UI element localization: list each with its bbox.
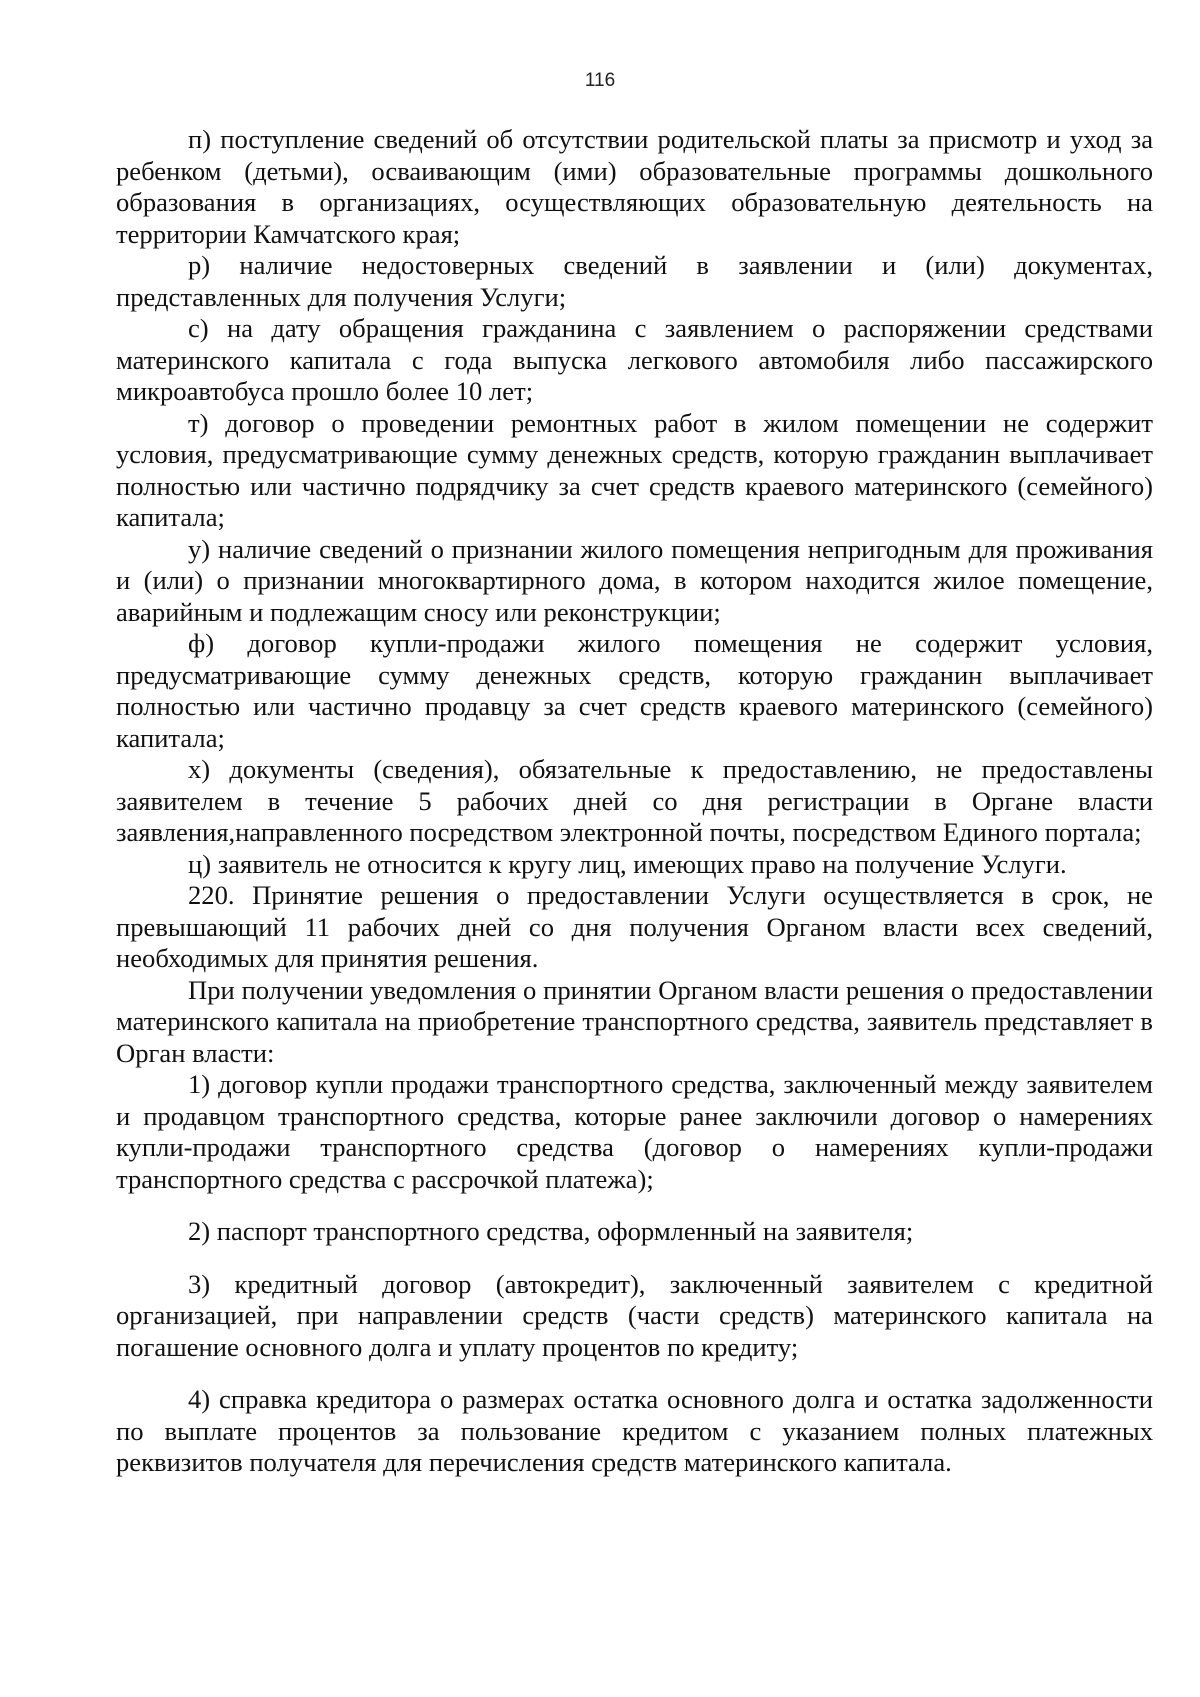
paragraph-item-s: с) на дату обращения гражданина с заявлением о распоряжении средствами материнского капитала с года выпуска легкового автомобиля либо пассажирского микроавтобуса прошло более 10 лет;: [116, 313, 1153, 406]
paragraph-notification: При получении уведомления о принятии Органом власти решения о предоставлении материнского капитала на приобретение транспортного средства, заявитель представляет в Орган власти:: [116, 974, 1153, 1068]
paragraph-item-u: у) наличие сведений о признании жилого помещения непригодным для проживания и (или) о признании многоквартирного дома, в котором находится жилое помещение, аварийным и подлежащим сносу или реконструкции;: [116, 533, 1153, 627]
paragraph-clause-220: 220. Принятие решения о предоставлении Услуги осуществляется в срок, не превышающий 11 рабочих дней со дня получения Органом власти всех сведений, необходимых для принятия решения.: [116, 880, 1153, 973]
paragraph-item-r: р) наличие недостоверных сведений в заявлении и (или) документах, представленных для получения Услуги;: [116, 250, 1153, 312]
list-item-2: 2) паспорт транспортного средства, оформленный на заявителя;: [188, 1216, 914, 1246]
paragraph-item-ts: ц) заявитель не относится к кругу лиц, имеющих право на получение Услуги.: [188, 848, 1067, 879]
document-body: [116, 124, 1153, 1479]
paragraph-item-p: п) поступление сведений об отсутствии родительской платы за присмотр и уход за ребенком (детьми), осваивающим (ими) образовательные программы дошкольного образования в организациях, осуществляющих образовательную деятельность на территории Камчатского края;: [116, 124, 1153, 249]
page-number: 116: [584, 70, 616, 91]
list-item-3: 3) кредитный договор (автокредит), заключенный заявителем с кредитной организацией, при направлении средств (части средств) материнского капитала на погашение основного долга и уплату процентов по кредиту;: [116, 1268, 1153, 1362]
list-item-1: 1) договор купли продажи транспортного средства, заключенный между заявителем и продавцом транспортного средства, которые ранее заключили договор о намерениях купли-продажи транспортного средства (договор о намерениях купли-продажи транспортного средства с рассрочкой платежа);: [116, 1069, 1153, 1194]
paragraph-item-f: ф) договор купли-продажи жилого помещения не содержит условия, предусматривающие сумму денежных средств, которую гражданин выплачивает полностью или частично продавцу за счет средств краевого материнского (семейного) капитала;: [116, 628, 1153, 753]
paragraph-item-t: т) договор о проведении ремонтных работ в жилом помещении не содержит условия, предусматривающие сумму денежных средств, которую гражданин выплачивает полностью или частично подрядчику за счет средств краевого материнского (семейного) капитала;: [116, 407, 1153, 532]
paragraph-item-kh: х) документы (сведения), обязательные к предоставлению, не предоставлены заявителем в течение 5 рабочих дней со дня регистрации в Органе власти заявления,направленного посредством электронной почты, посредством Единого портала;: [116, 754, 1153, 847]
list-item-4: 4) справка кредитора о размерах остатка основного долга и остатка задолженности по выплате процентов за пользование кредитом с указанием полных платежных реквизитов получателя для перечисления средств материнского капитала.: [116, 1384, 1153, 1477]
